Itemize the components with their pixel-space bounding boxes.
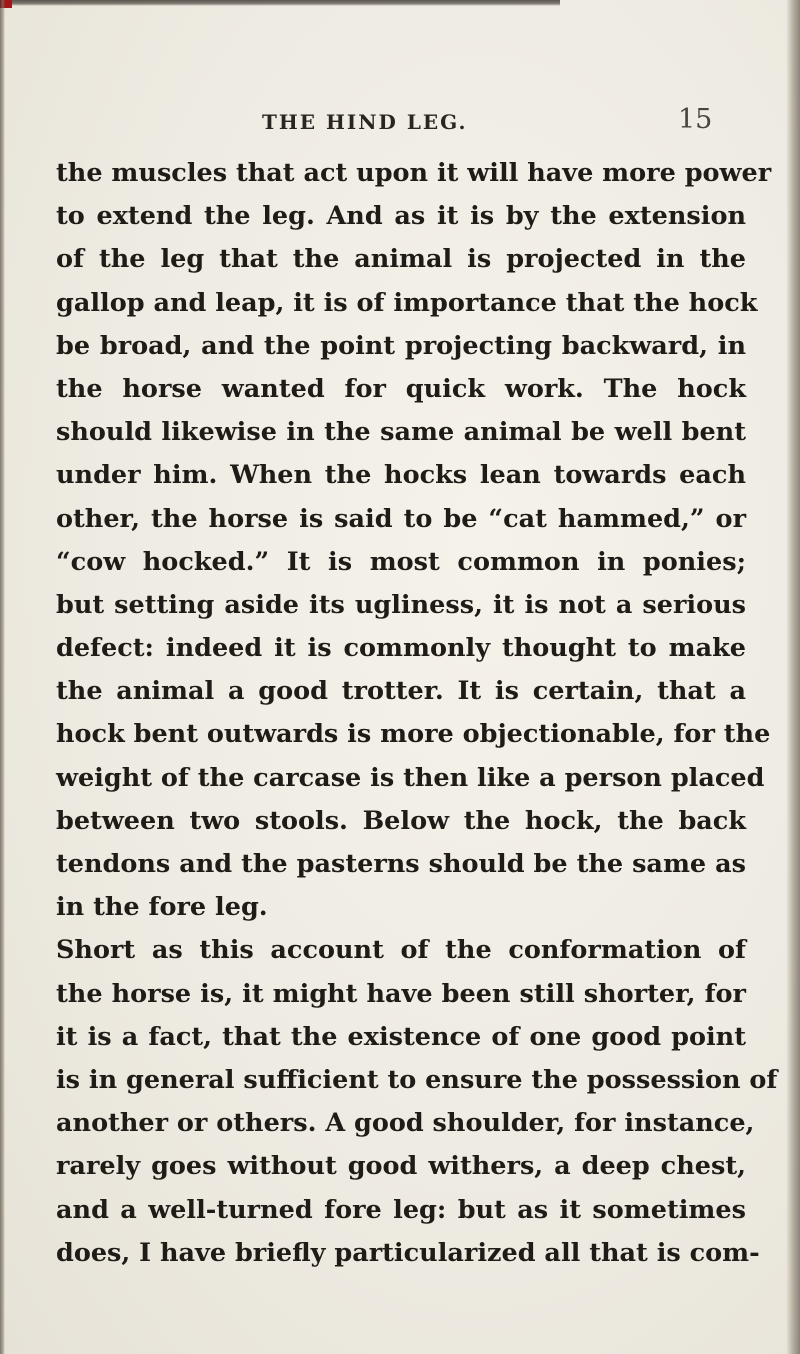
text-line: it is a fact, that the existence of one good point (56, 1021, 746, 1052)
left-edge-shadow (0, 0, 5, 1354)
text-line: the animal a good trotter. It is certain, that a (56, 676, 746, 707)
page-number: 15 (678, 104, 713, 135)
text-line: the muscles that act upon it will have more power (56, 158, 772, 188)
body-text (56, 152, 778, 1275)
text-line: to extend the leg. And as it is by the extension (56, 201, 746, 232)
text-line: under him. When the hocks lean towards each (56, 460, 746, 491)
text-line: weight of the carcase is then like a person placed (56, 762, 765, 793)
text-line: hock bent outwards is more objectionable, for the (56, 719, 771, 750)
text-line: does, I have briefly particularized all that is com- (56, 1237, 760, 1268)
text-line: of the leg that the animal is projected in the (56, 244, 746, 275)
text-line: rarely goes without good withers, a deep chest, (56, 1151, 746, 1182)
text-line: the horse wanted for quick work. The hock (56, 373, 746, 404)
paragraph-start-line: Short as this account of the conformation of (56, 935, 746, 966)
top-edge-shadow (0, 0, 560, 6)
text-line: gallop and leap, it is of importance that the hock (56, 287, 758, 318)
text-line: and a well-turned fore leg: but as it sometimes (56, 1194, 746, 1225)
text-line: defect: indeed it is commonly thought to make (56, 633, 746, 664)
paragraph-end-line: in the fore leg. (56, 892, 268, 923)
page-header (0, 104, 800, 144)
text-line: tendons and the pasterns should be the same as (56, 849, 746, 879)
text-line: another or others. A good shoulder, for instance, (56, 1108, 755, 1139)
text-line: the horse is, it might have been still shorter, for (56, 978, 746, 1009)
text-line: is in general sufficient to ensure the possession of (56, 1064, 778, 1095)
text-line: but setting aside its ugliness, it is not a serious (56, 589, 746, 620)
text-line: other, the horse is said to be “cat hammed,” or (56, 503, 746, 534)
text-line: “cow hocked.” It is most common in ponies; (56, 546, 746, 577)
text-line: be broad, and the point projecting backward, in (56, 330, 746, 361)
right-edge-shadow (786, 0, 800, 1354)
text-line: between two stools. Below the hock, the back (56, 805, 746, 836)
running-head: THE HIND LEG. (262, 110, 468, 134)
text-line: should likewise in the same animal be well bent (56, 417, 746, 448)
